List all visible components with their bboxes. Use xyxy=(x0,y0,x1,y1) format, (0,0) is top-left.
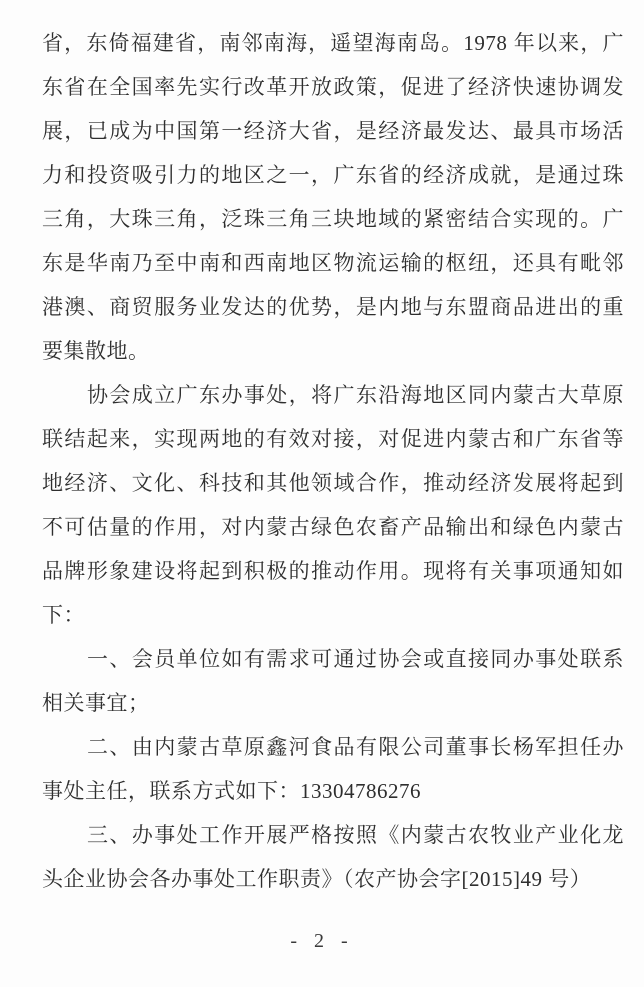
text-line: 协会成立广东办事处，将广东沿海地区同内蒙古大草原 xyxy=(87,383,624,407)
text-line: 头企业协会各办事处工作职责》（农产协会字[2015]49 号） xyxy=(42,867,592,891)
text-line: 力和投资吸引力的地区之一，广东省的经济成就，是通过珠 xyxy=(42,163,624,187)
text-line: 港澳、商贸服务业发达的优势，是内地与东盟商品进出的重 xyxy=(42,295,624,319)
text-line: 地经济、文化、科技和其他领域合作，推动经济发展将起到 xyxy=(42,471,624,495)
text-line: 一、会员单位如有需求可通过协会或直接同办事处联系 xyxy=(87,647,624,671)
text-line: 相关事宜； xyxy=(42,691,150,715)
text-line: 展，已成为中国第一经济大省，是经济最发达、最具市场活 xyxy=(42,119,624,143)
text-line: 二、由内蒙古草原鑫河食品有限公司董事长杨军担任办 xyxy=(87,735,624,759)
text-line: 三角，大珠三角，泛珠三角三块地域的紧密结合实现的。广 xyxy=(42,207,624,231)
text-line: 东省在全国率先实行改革开放政策，促进了经济快速协调发 xyxy=(42,75,624,99)
text-line: 下： xyxy=(42,603,85,627)
page-number: - 2 - xyxy=(290,930,354,952)
text-line: 省，东倚福建省，南邻南海，遥望海南岛。1978 年以来，广 xyxy=(42,31,624,55)
text-line: 三、办事处工作开展严格按照《内蒙古农牧业产业化龙 xyxy=(87,823,624,847)
text-line: 要集散地。 xyxy=(42,339,150,363)
document-body xyxy=(42,21,624,901)
text-line: 东是华南乃至中南和西南地区物流运输的枢纽，还具有毗邻 xyxy=(42,251,624,275)
text-line: 不可估量的作用，对内蒙古绿色农畜产品输出和绿色内蒙古 xyxy=(42,515,624,539)
text-line: 品牌形象建设将起到积极的推动作用。现将有关事项通知如 xyxy=(42,559,624,583)
text-line: 联结起来，实现两地的有效对接，对促进内蒙古和广东省等 xyxy=(42,427,624,451)
text-line: 事处主任，联系方式如下：13304786276 xyxy=(42,779,421,803)
